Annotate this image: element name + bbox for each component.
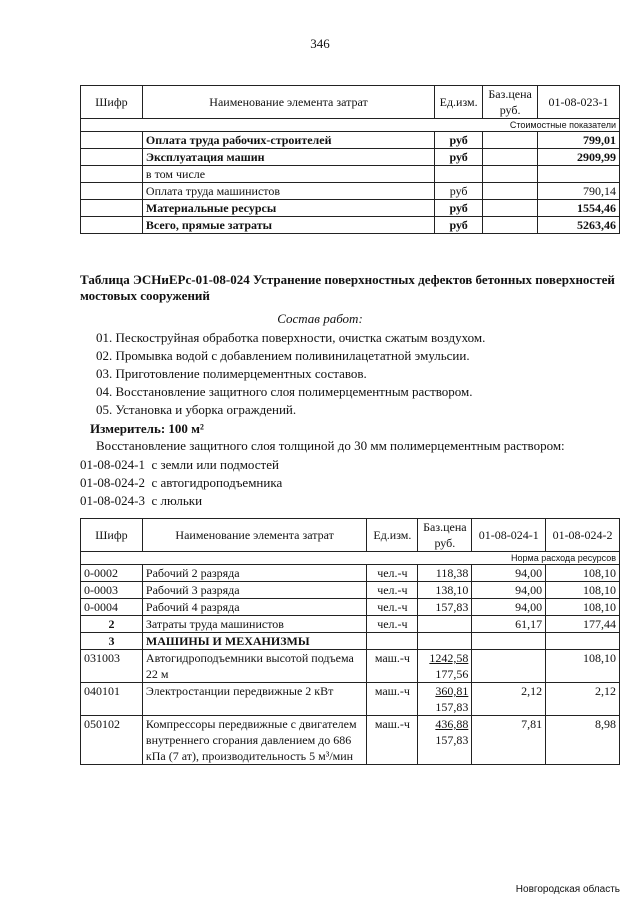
row-unit: руб	[435, 183, 483, 200]
code-text: с земли или подмостей	[151, 457, 279, 472]
row-price	[418, 650, 472, 683]
row-norm-1	[472, 650, 546, 683]
row-name: Материальные ресурсы	[142, 200, 434, 217]
header-norm-2: 01-08-024-2	[546, 519, 620, 552]
cost-table-01-08-023	[80, 85, 620, 234]
row-value: 1554,46	[538, 200, 620, 217]
row-norm-1: 94,00	[472, 599, 546, 616]
header-price: Баз.цена руб.	[418, 519, 472, 552]
table-subheader-row	[81, 552, 620, 565]
table-row	[81, 616, 620, 633]
code-line	[80, 475, 282, 491]
row-code: 2	[81, 616, 143, 633]
row-price	[418, 683, 472, 716]
row-price-wage: 177,56	[435, 667, 469, 681]
row-norm-1: 61,17	[472, 616, 546, 633]
table-row	[81, 716, 620, 765]
table-row	[81, 217, 620, 234]
code-text: с люльки	[151, 493, 203, 508]
row-price: 157,83	[418, 599, 472, 616]
row-name: Оплата труда машинистов	[142, 183, 434, 200]
table-row	[81, 149, 620, 166]
row-norm-2: 108,10	[546, 582, 620, 599]
row-unit: маш.-ч	[367, 716, 418, 765]
row-name: Электростанции передвижные 2 кВт	[142, 683, 367, 716]
row-value: 790,14	[538, 183, 620, 200]
table-row	[81, 650, 620, 683]
table-row	[81, 599, 620, 616]
table-row	[81, 183, 620, 200]
row-name: Автогидроподъемники высотой подъема 22 м	[142, 650, 367, 683]
header-norm: 01-08-023-1	[538, 86, 620, 119]
table-subheader-row	[81, 119, 620, 132]
row-price: 138,10	[418, 582, 472, 599]
row-price-value: 360,81	[435, 684, 469, 698]
row-norm-2: 108,10	[546, 565, 620, 582]
row-code: 0-0003	[81, 582, 143, 599]
table-header-row	[81, 86, 620, 119]
row-unit: руб	[435, 149, 483, 166]
page-number: 346	[310, 36, 330, 51]
work-item: 05. Установка и уборка ограждений.	[96, 402, 297, 417]
table-row	[81, 582, 620, 599]
work-item: 01. Пескоструйная обработка поверхности, очистка сжатым воздухом.	[96, 330, 486, 345]
table-title: Таблица ЭСНиЕРс-01-08-024 Устранение поверхностных дефектов бетонных поверхностей мостовых сооружений	[80, 272, 615, 303]
row-price-value: 436,88	[435, 717, 469, 731]
row-name: Компрессоры передвижные с двигателем внутреннего сгорания давлением до 686 кПа (7 ат), производительность 5 м³/мин	[142, 716, 367, 765]
row-unit: маш.-ч	[367, 683, 418, 716]
row-norm-2: 177,44	[546, 616, 620, 633]
row-name: Эксплуатация машин	[142, 149, 434, 166]
work-item: 02. Промывка водой с добавлением поливинилацетатной эмульсии.	[96, 348, 470, 363]
table-row	[81, 633, 620, 650]
row-price-value: 1242,58	[429, 651, 469, 665]
row-name: Рабочий 3 разряда	[142, 582, 367, 599]
row-value: 799,01	[538, 132, 620, 149]
row-norm-2: 2,12	[546, 683, 620, 716]
row-code: 0-0004	[81, 599, 143, 616]
row-unit: маш.-ч	[367, 650, 418, 683]
code: 01-08-024-2	[80, 475, 145, 490]
row-unit: чел.-ч	[367, 565, 418, 582]
row-unit: чел.-ч	[367, 616, 418, 633]
footer-region: Новгородская область	[515, 884, 620, 895]
row-norm-1: 94,00	[472, 565, 546, 582]
row-code: 0-0002	[81, 565, 143, 582]
row-value: 2909,99	[538, 149, 620, 166]
header-name: Наименование элемента затрат	[142, 86, 434, 119]
subheader: Норма расхода ресурсов	[81, 552, 620, 565]
table-row	[81, 200, 620, 217]
code-line	[80, 457, 279, 473]
row-code: 040101	[81, 683, 143, 716]
table-header-row	[81, 519, 620, 552]
row-name: Оплата труда рабочих-строителей	[142, 132, 434, 149]
row-norm-1: 94,00	[472, 582, 546, 599]
table-row	[81, 565, 620, 582]
table-row	[81, 166, 620, 183]
work-item: 04. Восстановление защитного слоя полимерцементным раствором.	[96, 384, 473, 399]
row-code: 050102	[81, 716, 143, 765]
row-value: 5263,46	[538, 217, 620, 234]
row-norm-1: 7,81	[472, 716, 546, 765]
table-row	[81, 132, 620, 149]
composition-title: Состав работ:	[277, 311, 363, 326]
row-norm-2: 108,10	[546, 650, 620, 683]
row-name: МАШИНЫ И МЕХАНИЗМЫ	[142, 633, 367, 650]
row-price: 118,38	[418, 565, 472, 582]
row-unit: чел.-ч	[367, 582, 418, 599]
code: 01-08-024-1	[80, 457, 145, 472]
row-price	[418, 616, 472, 633]
row-code: 3	[81, 633, 143, 650]
row-unit: руб	[435, 132, 483, 149]
header-price: Баз.цена руб.	[483, 86, 538, 119]
row-norm-2: 8,98	[546, 716, 620, 765]
restore-description: Восстановление защитного слоя толщиной до 30 мм полимерцементным раствором:	[96, 438, 565, 453]
header-code: Шифр	[81, 86, 143, 119]
work-item: 03. Приготовление полимерцементных составов.	[96, 366, 367, 381]
row-price	[418, 716, 472, 765]
header-norm-1: 01-08-024-1	[472, 519, 546, 552]
code-line	[80, 493, 202, 509]
row-unit: руб	[435, 200, 483, 217]
code-text: с автогидроподъемника	[151, 475, 283, 490]
row-name: Рабочий 2 разряда	[142, 565, 367, 582]
row-unit: руб	[435, 217, 483, 234]
header-unit: Ед.изм.	[367, 519, 418, 552]
row-name: Рабочий 4 разряда	[142, 599, 367, 616]
table-row	[81, 683, 620, 716]
row-name: в том числе	[142, 166, 434, 183]
row-price-wage: 157,83	[435, 733, 469, 747]
header-unit: Ед.изм.	[435, 86, 483, 119]
row-price-wage: 157,83	[435, 700, 469, 714]
row-unit: чел.-ч	[367, 599, 418, 616]
code: 01-08-024-3	[80, 493, 145, 508]
measure-unit: Измеритель: 100 м²	[90, 421, 204, 436]
subheader: Стоимостные показатели	[81, 119, 620, 132]
header-code: Шифр	[81, 519, 143, 552]
header-name: Наименование элемента затрат	[142, 519, 367, 552]
row-name: Всего, прямые затраты	[142, 217, 434, 234]
row-code: 031003	[81, 650, 143, 683]
row-name: Затраты труда машинистов	[142, 616, 367, 633]
resource-table-01-08-024	[80, 518, 620, 765]
row-norm-1: 2,12	[472, 683, 546, 716]
row-norm-2: 108,10	[546, 599, 620, 616]
